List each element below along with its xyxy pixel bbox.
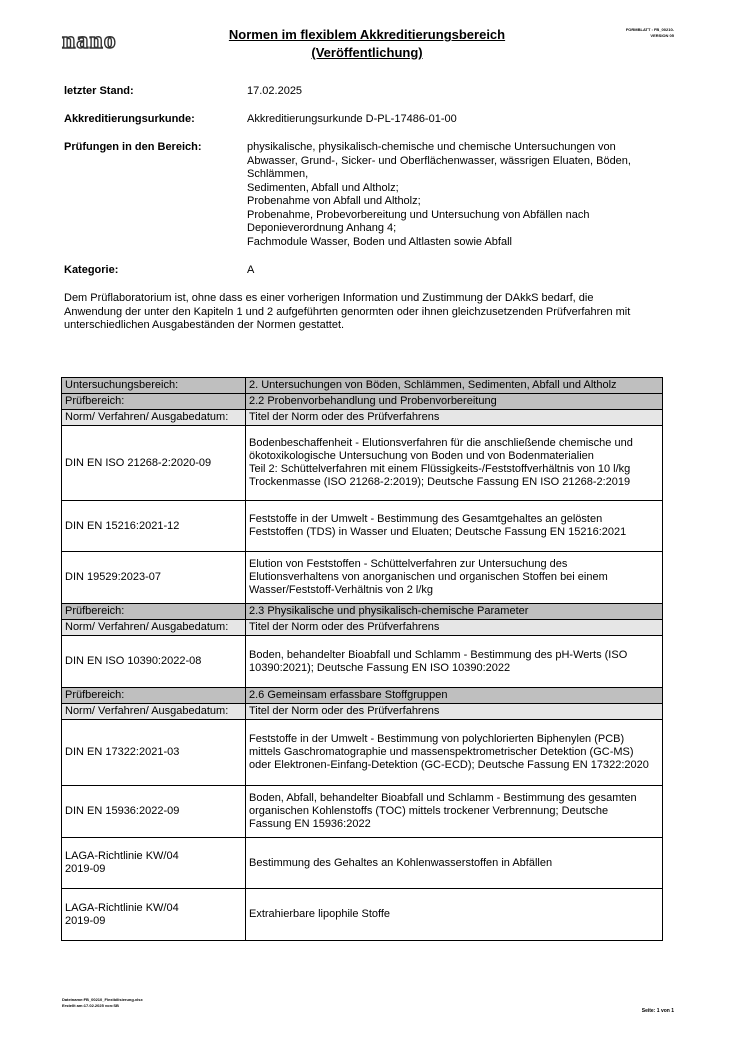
pruefungen-line: Sedimenten, Abfall und Altholz; <box>247 181 399 194</box>
untersuchungsbereich-label <box>62 378 246 394</box>
urkunde-value: Akkreditierungsurkunde D-PL-17486-01-00 <box>247 113 457 125</box>
title-cell-line: Bodenbeschaffenheit - Elutionsverfahren für die anschließende chemische und <box>249 437 633 449</box>
pruefungen-line: Schlämmen, <box>247 168 309 180</box>
pruefbereich-label <box>62 604 246 620</box>
title-cell-line: organischen Kohlenstoffs (TOC) mittels trockener Verbrennung; Deutsche <box>249 805 609 817</box>
stand-value: 17.02.2025 <box>247 85 303 97</box>
norm-cell-line: DIN 19529:2023-07 <box>65 571 162 583</box>
footer-file-name: Dateiname:FB_00210_Flexibilisierung.xlsx <box>62 997 143 1002</box>
kategorie-value: A <box>247 264 255 276</box>
title-cell-line: ökotoxikologische Untersuchung von Boden und von Bodenmaterialien <box>249 450 594 462</box>
title-cell-line: Boden, Abfall, behandelter Bioabfall und Schlamm - Bestimmung des gesamten <box>249 792 637 804</box>
form-reference-line-1: FORMBLATT : FB_00210- <box>625 27 674 32</box>
column-header-row <box>62 704 663 720</box>
norm-cell <box>62 889 246 941</box>
pruefbereich-label <box>62 394 246 410</box>
pruefungen-line: Deponieverordnung Anhang 4; <box>247 222 397 234</box>
untersuchungsbereich-value <box>246 378 663 394</box>
untersuchungsbereich-label-line: Untersuchungsbereich: <box>65 379 179 391</box>
norm-cell <box>62 636 246 688</box>
table-row <box>62 552 663 604</box>
pruefungen-line: Abwasser, Grund-, Sicker- und Oberflächenwasser, wässrigen Eluaten, Böden, <box>247 154 631 167</box>
pruefbereich-label-line: Prüfbereich: <box>65 395 125 407</box>
urkunde-label: Akkreditierungsurkunde: <box>64 113 195 125</box>
norm-column-header <box>62 620 246 636</box>
pruefbereich-label <box>62 688 246 704</box>
title-cell-line: Bestimmung des Gehaltes an Kohlenwasserstoffen in Abfällen <box>249 856 553 869</box>
norm-cell-line: LAGA-Richtlinie KW/04 <box>65 901 179 914</box>
pruefbereich-value-line: 2.6 Gemeinsam erfassbare Stoffgruppen <box>249 689 448 701</box>
footer-page-number: Seite: 1 von 1 <box>641 1008 674 1014</box>
footer-file-info <box>62 997 143 1009</box>
title-line-1: Normen im flexiblem Akkreditierungsbereich <box>228 27 506 42</box>
title-cell <box>246 838 663 889</box>
pruefbereich-row <box>62 688 663 704</box>
form-reference-line-2: VERSION 05 <box>650 33 674 38</box>
norm-cell <box>62 501 246 552</box>
norm-cell-line: 2019-09 <box>65 914 106 927</box>
pruefbereich-row <box>62 394 663 410</box>
title-cell-line: Teil 2: Schüttelverfahren mit einem Flüssigkeits-/Feststoffverhältnis von 10 l/kg <box>249 463 631 475</box>
title-cell <box>246 426 663 501</box>
footer-created: Erstellt am:17.02.2025 von:SB <box>62 1003 119 1008</box>
norm-column-header-line: Norm/ Verfahren/ Ausgabedatum: <box>65 411 229 423</box>
form-reference <box>600 27 674 39</box>
untersuchungsbereich-value-line: 2. Untersuchungen von Böden, Schlämmen, Sedimenten, Abfall und Altholz <box>249 379 617 391</box>
norm-cell-line: DIN EN ISO 21268-2:2020-09 <box>65 456 212 469</box>
title-cell-line: Wasser/Feststoff-Verhältnis von 2 l/kg <box>249 584 434 596</box>
norm-column-header <box>62 410 246 426</box>
norm-cell <box>62 838 246 889</box>
pruefbereich-value <box>246 394 663 410</box>
page-title <box>200 26 534 62</box>
intro-line: Anwendung der unter den Kapiteln 1 und 2 aufgeführten genormten oder ihnen gleichzusetzenden Prüfverfahren mit <box>64 305 631 318</box>
title-column-header <box>246 620 663 636</box>
pruefungen-line: physikalische, physikalisch-chemische und chemische Untersuchungen von <box>247 141 616 153</box>
title-cell-line: Trockenmasse (ISO 21268-2:2019); Deutsche Fassung EN ISO 21268-2:2019 <box>249 476 631 488</box>
pruefbereich-row <box>62 604 663 620</box>
pruefbereich-value <box>246 604 663 620</box>
pruefungen-line: Fachmodule Wasser, Boden und Altlasten sowie Abfall <box>247 235 512 248</box>
title-cell <box>246 552 663 604</box>
table-row <box>62 889 663 941</box>
pruefbereich-label-line: Prüfbereich: <box>65 605 125 617</box>
norm-cell-line: DIN EN ISO 10390:2022-08 <box>65 655 202 667</box>
norm-cell-line: LAGA-Richtlinie KW/04 <box>65 850 179 862</box>
company-logo: nano <box>62 28 117 54</box>
column-header-row <box>62 620 663 636</box>
norm-cell <box>62 426 246 501</box>
norm-column-header-line: Norm/ Verfahren/ Ausgabedatum: <box>65 621 229 633</box>
title-cell-line: Feststoffe in der Umwelt - Bestimmung von polychlorierten Biphenylen (PCB) <box>249 733 625 745</box>
table-row <box>62 786 663 838</box>
title-column-header-line: Titel der Norm oder des Prüfverfahrens <box>249 411 440 423</box>
pruefungen-label: Prüfungen in den Bereich: <box>64 141 202 153</box>
title-cell-line: Fassung EN 15936:2022 <box>249 818 371 830</box>
untersuchungsbereich-row <box>62 378 663 394</box>
title-cell <box>246 889 663 941</box>
norm-cell-line: DIN EN 15216:2021-12 <box>65 519 180 532</box>
table-row <box>62 720 663 786</box>
title-column-header <box>246 704 663 720</box>
norm-cell-line: DIN EN 15936:2022-09 <box>65 805 180 817</box>
title-cell-line: Elution von Feststoffen - Schüttelverfahren zur Untersuchung des <box>249 558 568 570</box>
norms-table-body <box>62 378 663 941</box>
table-row <box>62 838 663 889</box>
title-cell-line: Feststoffe in der Umwelt - Bestimmung des Gesamtgehaltes an gelösten <box>249 513 603 525</box>
title-column-header <box>246 410 663 426</box>
title-cell-line: mittels Gaschromatographie und massenspektrometrischer Detektion (GC-MS) <box>249 746 634 758</box>
title-cell-line: Boden, behandelter Bioabfall und Schlamm - Bestimmung des pH-Werts (ISO <box>249 648 628 661</box>
title-cell <box>246 636 663 688</box>
norm-column-header-line: Norm/ Verfahren/ Ausgabedatum: <box>65 705 229 717</box>
title-cell-line: 10390:2021); Deutsche Fassung EN ISO 10390:2022 <box>249 661 511 674</box>
norms-table <box>61 377 663 941</box>
intro-line: Dem Prüflaboratorium ist, ohne dass es einer vorherigen Information und Zustimmung der DAkkS bedarf, die <box>64 292 594 304</box>
kategorie-label: Kategorie: <box>64 264 119 276</box>
table-row <box>62 636 663 688</box>
pruefungen-line: Probenahme, Probevorbereitung und Untersuchung von Abfällen nach <box>247 208 590 221</box>
title-column-header-line: Titel der Norm oder des Prüfverfahrens <box>249 621 440 633</box>
title-cell-line: Feststoffen (TDS) in Wasser und Eluaten; Deutsche Fassung EN 15216:2021 <box>249 526 627 538</box>
intro-line: unterschiedlichen Ausgabeständen der Normen gestattet. <box>64 319 345 331</box>
pruefbereich-label-line: Prüfbereich: <box>65 689 125 701</box>
table-row <box>62 426 663 501</box>
pruefungen-line: Probenahme von Abfall und Altholz; <box>247 195 421 207</box>
column-header-row <box>62 410 663 426</box>
title-cell <box>246 786 663 838</box>
norm-cell <box>62 720 246 786</box>
title-line-2: (Veröffentlichung) <box>311 45 423 60</box>
stand-label: letzter Stand: <box>64 85 134 97</box>
pruefbereich-value-line: 2.3 Physikalische und physikalisch-chemische Parameter <box>249 605 529 617</box>
title-cell <box>246 501 663 552</box>
intro-paragraph <box>64 292 674 333</box>
pruefbereich-value-line: 2.2 Probenvorbehandlung und Probenvorbereitung <box>249 395 497 407</box>
norm-cell <box>62 786 246 838</box>
title-column-header-line: Titel der Norm oder des Prüfverfahrens <box>249 705 440 717</box>
title-cell-line: Extrahierbare lipophile Stoffe <box>249 908 391 920</box>
norm-cell-line: 2019-09 <box>65 863 106 875</box>
table-row <box>62 501 663 552</box>
title-cell <box>246 720 663 786</box>
norm-cell-line: DIN EN 17322:2021-03 <box>65 746 180 758</box>
norm-column-header <box>62 704 246 720</box>
pruefbereich-value <box>246 688 663 704</box>
pruefungen-value <box>247 141 667 249</box>
title-cell-line: Elutionsverhaltens von anorganischen und organischen Stoffen bei einem <box>249 571 608 583</box>
title-cell-line: oder Elektronen-Einfang-Detektion (GC-ECD); Deutsche Fassung EN 17322:2020 <box>249 759 649 771</box>
norm-cell <box>62 552 246 604</box>
